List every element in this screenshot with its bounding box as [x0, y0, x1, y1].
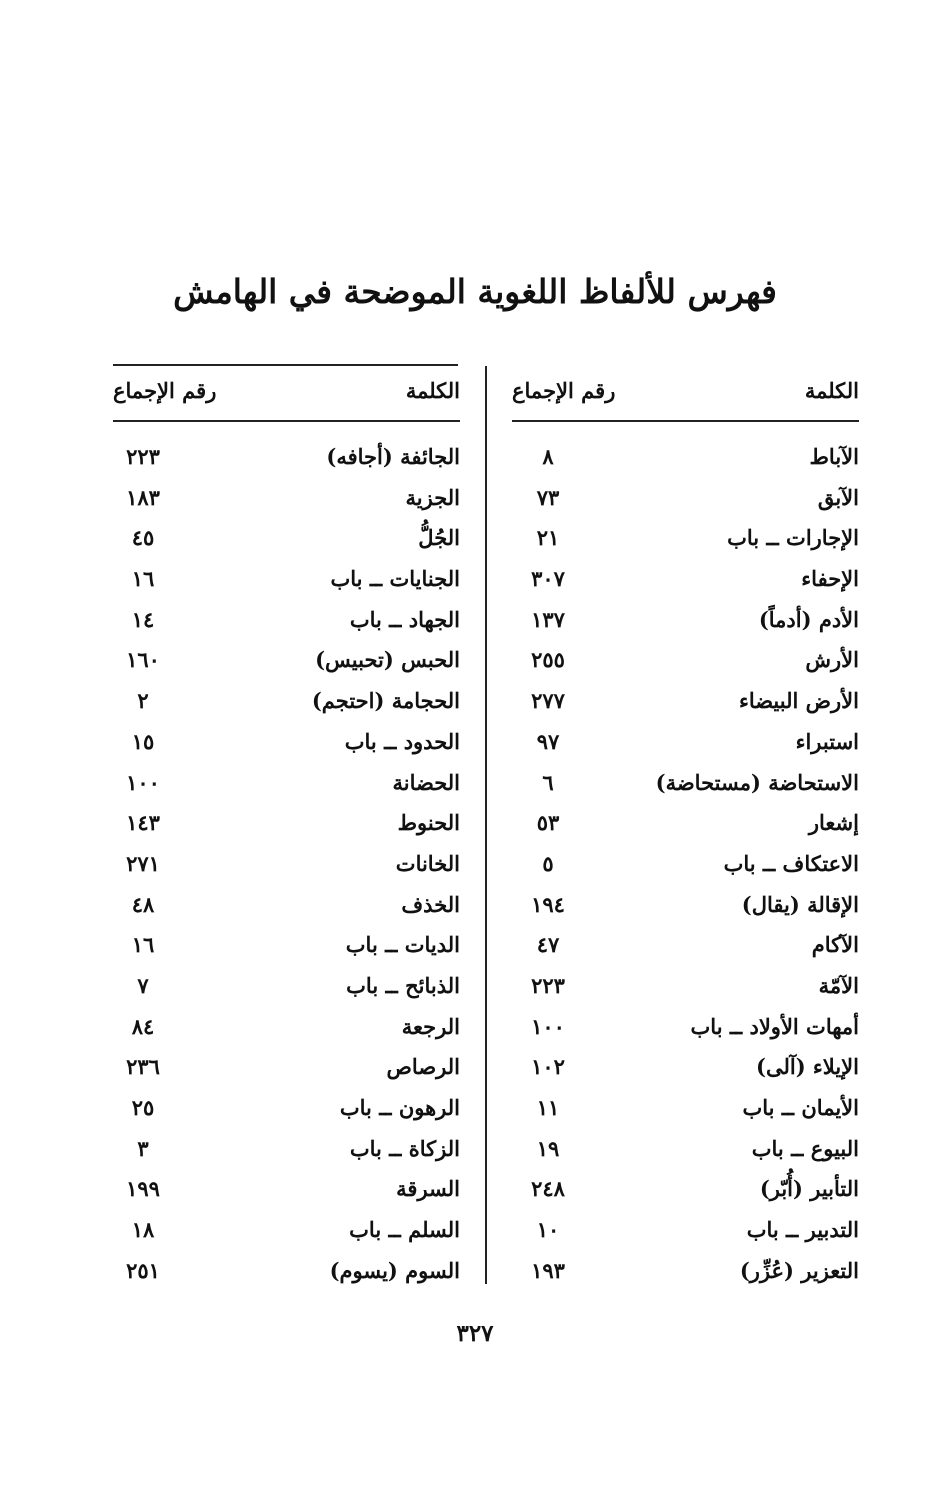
index-entry	[512, 847, 859, 888]
index-entry	[113, 603, 460, 644]
index-entry	[113, 766, 460, 807]
entry-word: الذبائح ــ باب	[346, 972, 460, 998]
entry-number: ٦	[542, 769, 554, 795]
index-entry	[113, 1132, 460, 1173]
entry-number: ٢٢٣	[126, 444, 160, 469]
entry-number: ٣	[137, 1135, 149, 1161]
entry-word: الآمّة	[818, 972, 859, 998]
entry-number: ١٩	[536, 1135, 560, 1161]
entry-number: ٢٥١	[126, 1257, 160, 1283]
entry-word: استبراء	[795, 728, 859, 754]
entry-number: ١٠٢	[531, 1054, 565, 1080]
entry-number: ١٨٣	[126, 484, 160, 510]
entry-word: الزكاة ــ باب	[349, 1135, 460, 1161]
entry-word: أمهات الأولاد ــ باب	[690, 1013, 859, 1039]
entry-number: ٢٥	[131, 1095, 155, 1120]
entry-number: ٨٤	[131, 1013, 155, 1039]
index-entry	[113, 440, 460, 481]
entry-number: ٨	[542, 444, 554, 469]
entry-number: ٤٥	[131, 525, 155, 551]
index-entry	[113, 521, 460, 562]
entry-number: ٥٣	[536, 810, 560, 836]
entry-word: الحضانة	[392, 769, 460, 795]
entry-word: الإحفاء	[801, 566, 859, 592]
entry-word: السلم ــ باب	[349, 1217, 460, 1243]
index-entry	[512, 440, 859, 481]
entry-word: الأيمان ــ باب	[742, 1095, 859, 1120]
index-entry	[512, 1091, 859, 1132]
entry-word: السرقة	[396, 1176, 460, 1202]
index-entry	[113, 888, 460, 929]
entry-number: ١٦	[131, 932, 155, 958]
entry-word: الحجامة (احتجم)	[311, 688, 460, 714]
entry-number: ١٤٣	[126, 810, 160, 836]
left-entries-list	[113, 440, 460, 1294]
index-entry	[113, 1172, 460, 1213]
entry-word: الرهون ــ باب	[339, 1095, 460, 1120]
entry-number: ٢٢٣	[531, 972, 565, 998]
index-entry	[512, 684, 859, 725]
index-entry	[113, 481, 460, 522]
index-entry	[113, 1050, 460, 1091]
left-index-column	[113, 364, 460, 1294]
entry-word: الديات ــ باب	[345, 932, 460, 958]
entry-number: ١٩٩	[126, 1176, 160, 1202]
index-entry	[113, 847, 460, 888]
entry-number: ١٦	[131, 566, 155, 592]
entry-word: الحبس (تحبيس)	[315, 647, 460, 673]
index-entry	[113, 1091, 460, 1132]
entry-number: ٧٣	[536, 484, 560, 510]
entry-word: الجزية	[405, 484, 460, 510]
entry-word: الإجارات ــ باب	[727, 525, 859, 551]
right-column-header	[512, 364, 859, 422]
entry-word: الحنوط	[397, 810, 460, 836]
entry-word: الاستحاضة (مستحاضة)	[655, 769, 859, 795]
entry-word: الجنايات ــ باب	[330, 566, 460, 592]
entry-number: ١٥	[131, 728, 155, 754]
entry-number: ١٠٠	[531, 1013, 565, 1039]
header-number: رقم الإجماع	[512, 378, 616, 403]
index-entry	[512, 928, 859, 969]
right-entries-list	[512, 440, 859, 1294]
entry-word: الخذف	[401, 891, 460, 917]
entry-word: الرجعة	[401, 1013, 460, 1039]
index-entry	[512, 481, 859, 522]
index-entry	[113, 725, 460, 766]
entry-number: ٢٣٦	[126, 1054, 160, 1080]
entry-number: ١٠٠	[126, 769, 160, 795]
entry-number: ٢٤٨	[531, 1176, 565, 1202]
entry-word: الآكام	[811, 932, 859, 958]
entry-number: ٩٧	[536, 728, 560, 754]
entry-number: ٤٧	[536, 932, 560, 958]
entry-number: ١٣٧	[531, 606, 565, 632]
entry-word: الإقالة (يقال)	[741, 891, 859, 917]
entry-word: الجائفة (أجافه)	[326, 444, 460, 469]
index-entry	[113, 969, 460, 1010]
entry-word: التدبير ــ باب	[746, 1217, 859, 1243]
index-entry	[512, 521, 859, 562]
entry-number: ١٨	[131, 1217, 155, 1243]
index-entry	[512, 888, 859, 929]
entry-number: ٣٠٧	[531, 566, 565, 592]
index-entry	[113, 1213, 460, 1254]
entry-word: التأبير (أُبّر)	[759, 1176, 859, 1202]
index-entry	[113, 1254, 460, 1295]
header-word: الكلمة	[804, 378, 859, 403]
entry-number: ٢١	[536, 525, 560, 551]
entry-word: الجهاد ــ باب	[349, 606, 460, 632]
entry-word: السوم (يسوم)	[329, 1257, 460, 1283]
entry-number: ١٦٠	[126, 647, 160, 673]
entry-number: ١٩٤	[531, 891, 565, 917]
index-entry	[512, 562, 859, 603]
entry-number: ٧	[137, 972, 149, 998]
index-entry	[512, 643, 859, 684]
page-title: فهرس للألفاظ اللغوية الموضحة في الهامش	[173, 272, 777, 311]
entry-number: ٢٧٧	[531, 688, 565, 714]
entry-word: الإيلاء (آلى)	[756, 1054, 859, 1080]
index-entry	[113, 643, 460, 684]
entry-word: التعزير (عُزِّر)	[739, 1257, 859, 1283]
index-entry	[512, 1172, 859, 1213]
entry-word: الآبق	[817, 484, 859, 510]
entry-word: الجُلُّ	[418, 525, 460, 551]
index-entry	[512, 725, 859, 766]
entry-number: ٥	[542, 850, 554, 876]
header-word: الكلمة	[405, 378, 460, 403]
entry-word: الاعتكاف ــ باب	[723, 850, 859, 876]
column-divider	[485, 366, 487, 1284]
entry-word: الرصاص	[386, 1054, 460, 1080]
index-entry	[512, 1010, 859, 1051]
left-column-header	[113, 364, 460, 422]
index-entry	[512, 1132, 859, 1173]
index-entry	[113, 1010, 460, 1051]
index-entry	[512, 969, 859, 1010]
entry-number: ٤٨	[131, 891, 155, 917]
entry-number: ١٤	[131, 606, 155, 632]
entry-number: ٢٥٥	[531, 647, 565, 673]
entry-word: الآباط	[809, 444, 859, 469]
entry-number: ١٠	[536, 1217, 560, 1243]
entry-word: الحدود ــ باب	[344, 728, 460, 754]
entry-number: ١١	[536, 1095, 560, 1120]
index-entry	[512, 1254, 859, 1295]
entry-number: ١٩٣	[531, 1257, 565, 1283]
index-entry	[113, 928, 460, 969]
index-entry	[113, 562, 460, 603]
index-entry	[512, 1213, 859, 1254]
index-entry	[113, 806, 460, 847]
entry-word: الأرض البيضاء	[738, 688, 859, 714]
entry-number: ٢	[137, 688, 149, 714]
index-entry	[512, 766, 859, 807]
entry-word: الأرش	[805, 647, 859, 673]
entry-word: الأدم (أدماً)	[758, 606, 859, 632]
right-index-column	[512, 364, 859, 1294]
index-entry	[512, 603, 859, 644]
index-entry	[512, 806, 859, 847]
entry-word: الخانات	[395, 850, 460, 876]
entry-word: البيوع ــ باب	[751, 1135, 859, 1161]
page-number: ٣٢٧	[456, 1320, 494, 1347]
header-number: رقم الإجماع	[113, 378, 217, 403]
index-entry	[512, 1050, 859, 1091]
entry-word: إشعار	[808, 810, 859, 836]
index-entry	[113, 684, 460, 725]
entry-number: ٢٧١	[126, 850, 160, 876]
